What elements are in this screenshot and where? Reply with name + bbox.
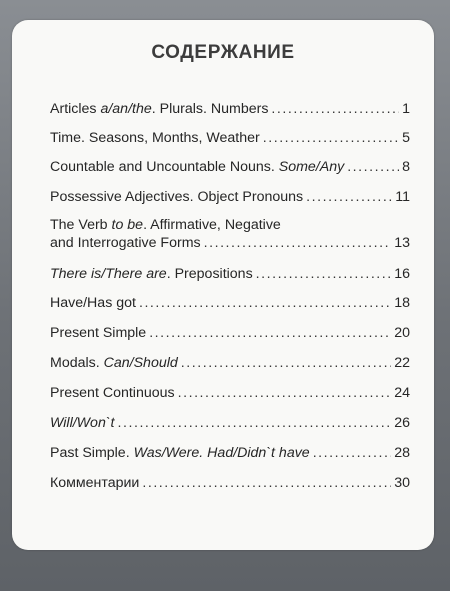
toc-entry: [50, 414, 410, 432]
toc-entry: [50, 384, 410, 402]
toc-page-number: 30: [394, 475, 410, 491]
toc-page-number: 28: [394, 445, 410, 461]
toc-entry-title: Time. Seasons, Months, Weather: [50, 130, 260, 146]
toc-entry-title: Modals. Can/Should: [50, 355, 178, 371]
dot-leader: [313, 444, 392, 462]
dot-leader: [142, 474, 391, 492]
toc-entry-title: Will/Won`t: [50, 415, 115, 431]
toc-page-number: 8: [402, 159, 410, 175]
toc-entry: [50, 324, 410, 342]
dot-leader: [178, 384, 392, 402]
toc-entry: [50, 444, 410, 462]
toc-page-number: 16: [394, 266, 410, 282]
page-title: СОДЕРЖАНИЕ: [151, 42, 295, 63]
dot-leader: [306, 188, 392, 206]
toc-entry-title: Present Continuous: [50, 385, 175, 401]
toc-page-number: 22: [394, 355, 410, 371]
toc-page-number: 5: [402, 130, 410, 146]
toc-entry-title: Комментарии: [50, 475, 140, 491]
dot-leader: [256, 265, 392, 283]
toc-entry: [50, 354, 410, 372]
toc-entry-title: Have/Has got: [50, 295, 136, 311]
contents-page: [12, 20, 434, 550]
toc-page-number: 24: [394, 385, 410, 401]
toc-page-number: 1: [402, 101, 410, 117]
dot-leader: [181, 354, 391, 372]
toc-entry: [50, 265, 410, 283]
toc-entry-title: and Interrogative Forms: [50, 235, 201, 251]
dot-leader: [139, 294, 391, 312]
toc-entry-title: There is/There are. Prepositions: [50, 266, 253, 282]
toc-entry-title: Present Simple: [50, 325, 147, 341]
dot-leader: [347, 158, 399, 176]
toc-page-number: 20: [394, 325, 410, 341]
toc-entry: [50, 100, 410, 118]
toc-entry: [50, 188, 410, 206]
toc-entry: [50, 234, 410, 252]
toc-page-number: 13: [394, 235, 410, 251]
dot-leader: [263, 129, 399, 147]
toc-entry-title: Countable and Uncountable Nouns. Some/Any: [50, 159, 345, 175]
dot-leader: [149, 324, 391, 342]
toc-page-number: 18: [394, 295, 410, 311]
toc-entry-title: Articles a/an/the. Plurals. Numbers: [50, 101, 269, 117]
toc-entry-title-line1: The Verb to be. Affirmative, Negative: [50, 217, 281, 233]
toc-page-number: 26: [394, 415, 410, 431]
toc-entry: [50, 129, 410, 147]
dot-leader: [204, 234, 392, 252]
dot-leader: [118, 414, 392, 432]
toc-page-number: 11: [395, 189, 410, 205]
dot-leader: [271, 100, 399, 118]
toc-entry: [50, 158, 410, 176]
toc-entry: [50, 474, 410, 492]
toc-entry-title: Possessive Adjectives. Object Pronouns: [50, 189, 304, 205]
toc-entry: [50, 294, 410, 312]
toc-entry-title: Past Simple. Was/Were. Had/Didn`t have: [50, 445, 310, 461]
